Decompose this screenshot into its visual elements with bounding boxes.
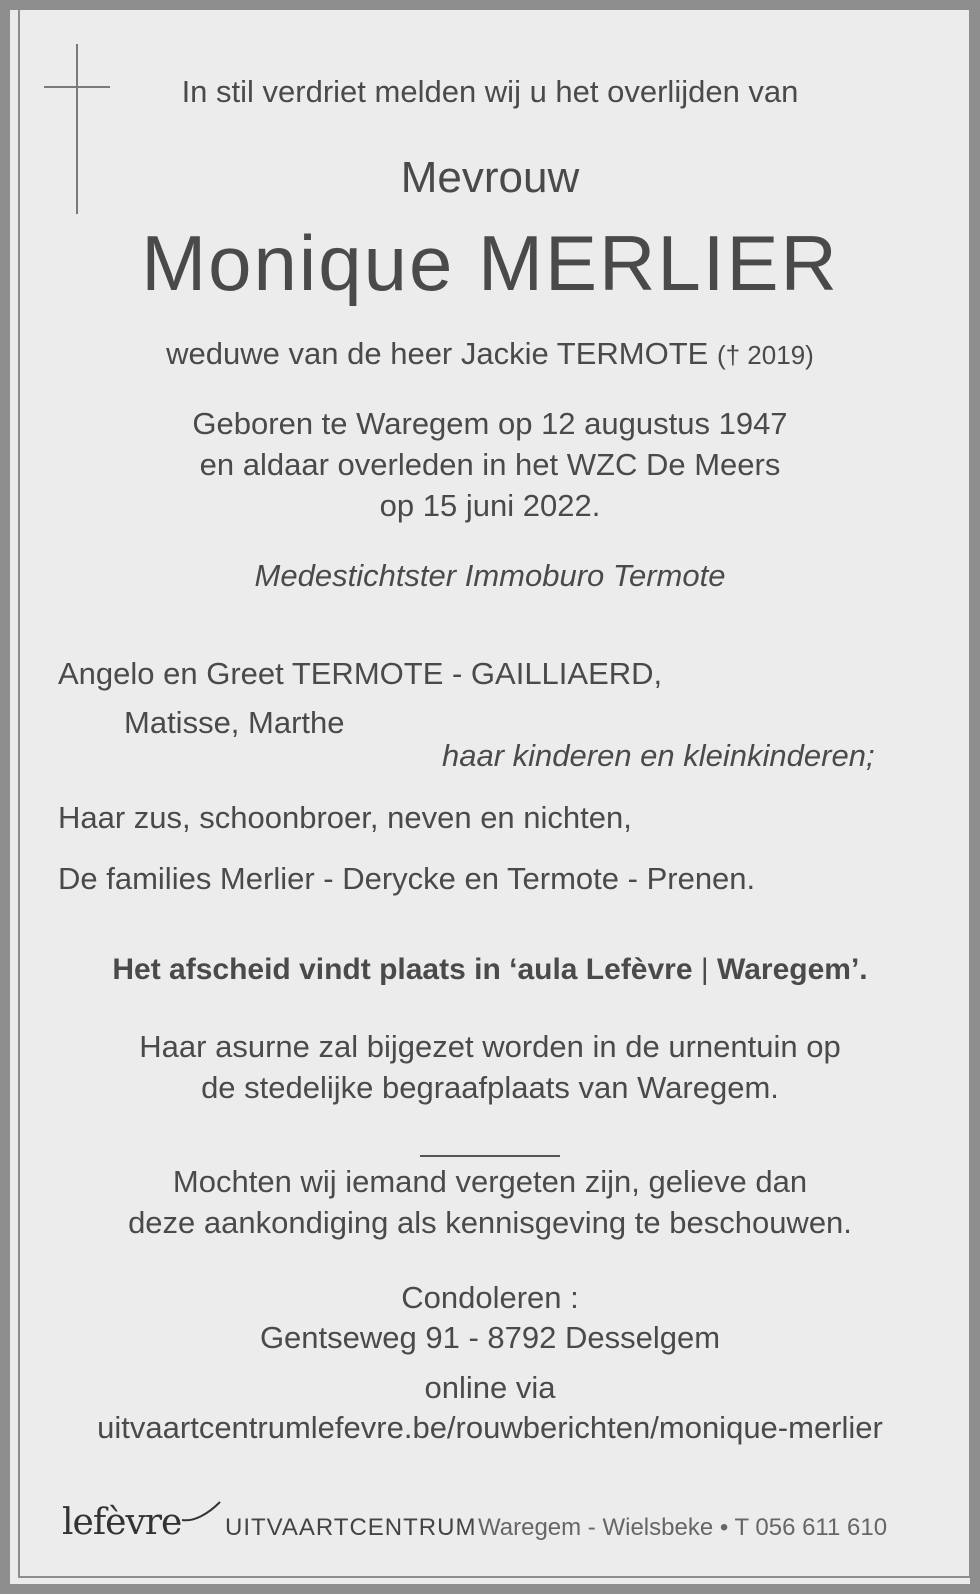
farewell-separator: | bbox=[692, 953, 718, 986]
condolences-url: uitvaartcentrumlefevre.be/rouwberichten/monique-merlier bbox=[97, 1410, 883, 1445]
family-line-1: Angelo en Greet TERMOTE - GAILLIAERD, bbox=[58, 656, 663, 691]
family-line-4: Haar zus, schoonbroer, neven en nichten, bbox=[58, 800, 632, 835]
condolences-address: Gentseweg 91 - 8792 Desselgem bbox=[259, 1320, 721, 1355]
deceased-name: Monique MERLIER bbox=[141, 219, 839, 307]
farewell-part-1: Het afscheid vindt plaats in ‘aula Lefèvre bbox=[112, 953, 693, 986]
urn-line-1: Haar asurne zal bijgezet worden in de urnentuin op bbox=[139, 1029, 841, 1064]
intro-text: In stil verdriet melden wij u het overlijden van bbox=[181, 74, 799, 109]
forget-line-1: Mochten wij iemand vergeten zijn, gelieve dan bbox=[172, 1164, 808, 1199]
widow-line bbox=[0, 334, 980, 375]
widow-text: weduwe van de heer Jackie TERMOTE bbox=[166, 336, 709, 371]
honorific: Mevrouw bbox=[400, 153, 580, 202]
farewell-line bbox=[0, 950, 980, 990]
logo-swash-icon bbox=[180, 1500, 224, 1524]
birth-line-2: en aldaar overleden in het WZC De Meers bbox=[199, 447, 781, 482]
company-name: UITVAARTCENTRUM bbox=[225, 1514, 477, 1541]
role-text: Medestichtster Immoburo Termote bbox=[254, 558, 726, 593]
divider bbox=[420, 1155, 560, 1157]
birth-line-1: Geboren te Waregem op 12 augustus 1947 bbox=[192, 406, 788, 441]
farewell-part-2: Waregem’. bbox=[717, 953, 868, 986]
family-line-2: Matisse, Marthe bbox=[124, 705, 345, 740]
widow-death-year: († 2019) bbox=[716, 340, 814, 370]
condolences-online: online via bbox=[424, 1370, 556, 1405]
urn-line-2: de stedelijke begraafplaats van Waregem. bbox=[201, 1070, 779, 1105]
birth-line-3: op 15 juni 2022. bbox=[379, 488, 601, 523]
company-locations-phone: Waregem - Wielsbeke • T 056 611 610 bbox=[478, 1514, 888, 1541]
family-line-3: haar kinderen en kleinkinderen; bbox=[442, 738, 875, 773]
lefevre-logo: lefèvre bbox=[62, 1502, 182, 1543]
family-line-5: De families Merlier - Derycke en Termote - Prenen. bbox=[58, 861, 756, 896]
condolences-label: Condoleren : bbox=[401, 1280, 579, 1315]
forget-line-2: deze aankondiging als kennisgeving te beschouwen. bbox=[128, 1205, 852, 1240]
